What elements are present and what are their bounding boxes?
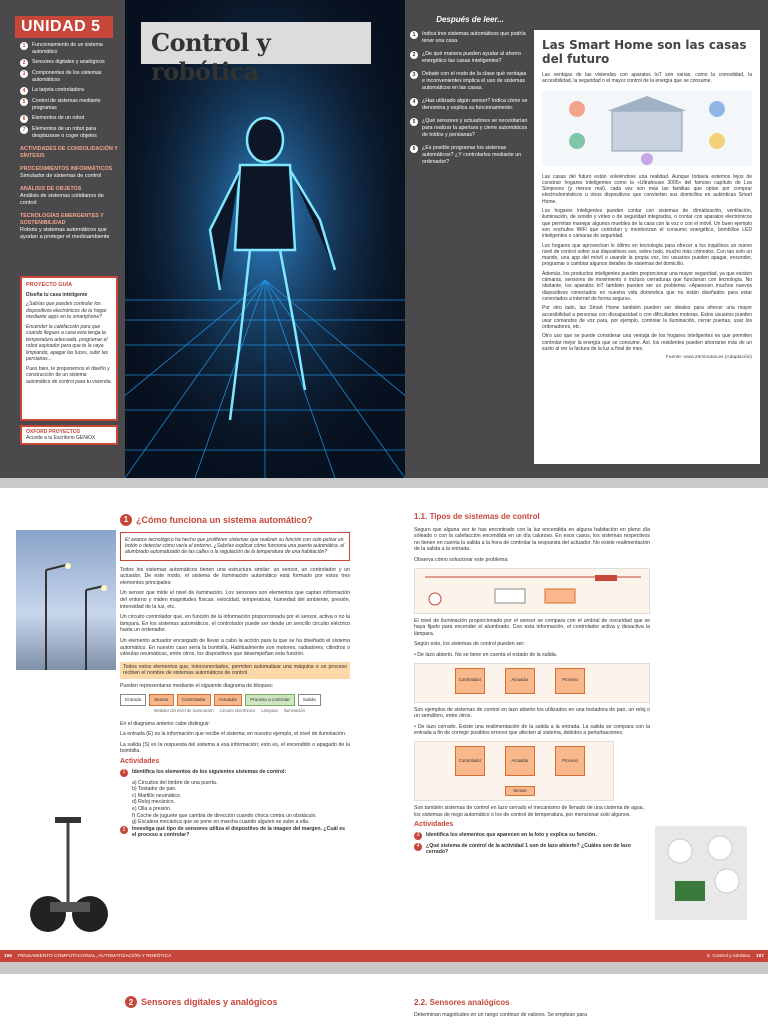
toc-item [20,126,120,140]
toc-section [20,186,120,207]
diagram-box: Proceso [555,746,585,776]
section-number: 2 [125,996,137,1008]
toc-section-body: Análisis de sistemas cotidianos de control [20,193,104,206]
activity-text: Identifica los elementos de los siguientes sistemas de control: [132,768,287,775]
question-number: 3 [410,71,418,79]
digital-text: Accede a tu Escritorio GENiOX [26,435,96,441]
diagram-caption: Iluminación [283,708,305,714]
toc-section [20,166,120,180]
activity-number: 4 [414,843,422,851]
footer-text: PENSAMIENTO COMPUTACIONAL, AUTOMATIZACIÓN Y ROBÓTICA [18,953,172,959]
activity-text: Identifica los elementos que aparecen en la foto y explica su función. [426,831,597,838]
bullet-item: Un sensor que mide el nivel de iluminación. Los sensores son elementos que captan información del entorno y miden magnitudes físicas: velocidad, temperatura, humedad del ambiente, presión, intensidad de la luz, etc. [120,590,350,610]
page-title: Control y robótica [141,22,371,64]
proyecto-text: Encender la calefacción para que cuando llegues a casa esta tenga la temperatura adecuada, programar el robot aspirador para que te la vaya limpiando, apagar las luces, subir las persianas... [26,323,108,362]
diagram-block: Actuador [214,694,242,707]
paragraph: Todos los sistemas automáticos tienen una estructura similar: un sensor, un controlador y un actuador. De este modo, el sistema de iluminación automático está formado por estos tres elementos principales: [120,566,350,586]
question-number: 6 [410,145,418,153]
page-number: 107 [755,953,764,959]
paragraph: Observa cómo solucionar este problema: [414,556,509,563]
toc-number: 3 [20,70,28,78]
closed-loop-diagram [414,741,614,801]
toc-item [20,42,120,56]
article-lead: Las ventajas de las viviendas con aparatos IoT son varias, como la comodidad, la accesibilidad, la seguridad o el mayor control de la energía que se consume. [542,72,752,85]
diagram-block: Sensor [149,694,174,707]
toc-label: Elementos de un robot [32,115,85,121]
toc-label: Funcionamiento de un sistema automático [32,42,103,55]
article-paragraph: Por otro lado, las Smart Home también pueden ser ideales para ofrecer una mayor accesibilidad a personas con discapacidad o con dificultades motoras. Estos usuarios pueden usar comandos de voz para, por ejemplo, controlar la iluminación, cerrar puertas, usar los ordenadores, etc. [542,305,752,331]
toc-section [20,146,120,160]
closed-loop-definition: • De lazo cerrado. Existe una realimentación de la salida a la entrada. La salida se compara con la entrada a fin de corregir posibles errores que afecten al sistema, debidos a perturbaciones. [414,723,650,737]
subsection-title: 1.1. Tipos de sistemas de control [414,512,540,521]
open-loop-diagram [414,663,650,703]
toc-section-body: Simulador de sistemas de control [20,173,102,179]
toc-item [20,115,120,123]
diagram-caption: Lámpara [261,708,278,714]
question-item [410,118,530,139]
activity-number: 2 [120,826,128,834]
toc-item [20,59,120,67]
diagram-box: Controlador [455,746,485,776]
question-text: Indica tres sistemas automáticos que podría tener una casa. [422,31,526,44]
article-paragraph: Otro uso que se puede considerar una ventaja de los hogares inteligentes es que permiten controlar mejor la energía que se consume. Así, los residentes pueden ahorrarse más de un susto al ver la factura de la luz a final de mes. [542,333,752,353]
paragraph: Son ejemplos de sistemas de control en lazo abierto los utilizados en una tostadora de pan, un reloj o un semáforo, entre otros. [414,706,650,720]
toc-item [20,98,120,112]
footer-text: 5. Control y robótica [707,953,750,959]
smart-home-illustration [542,91,752,166]
sensor-circuit-photo [655,826,747,920]
reading-questions [410,16,530,172]
right-column [414,514,650,859]
article-title: Las Smart Home son las casas del futuro [542,38,747,66]
toc-number: 7 [20,126,28,134]
section-1-heading [120,514,350,526]
bullet-item: Un circuito controlador que, en función de la información proporcionada por el sensor, activa o no la lámpara. En los sistemas automáticos, el controlador puede ser desde un sencillo circuito eléctrico hasta un ordenador. [120,614,350,634]
next-spread-partial [0,974,768,1024]
article-paragraph: Los hogares que aprovechan lo último en tecnología para ofrecer a los inquilinos un nuevo nivel de control sobre sus dispositivos son, sobre todo, mucho más cómodos. Con tan solo un mando, una app del móvil o usando la propia voz, los usuarios pueden apagar, encender, programar o cambiar algunos detalles de sistemas del domicilio. [542,242,752,268]
question-text: ¿Has utilizado algún sensor? Indica cómo se denomina y explica su funcionamiento. [422,98,528,111]
page-footer-right [384,950,768,962]
toc-label: Componentes de los sistemas automáticos [32,70,102,83]
question-text: ¿Es posible programar los sistemas automáticos? ¿Y controlarlos mediante un ordenador? [422,145,522,165]
block-diagram [120,694,350,707]
activity-item [414,843,650,856]
segway-photo [20,802,116,942]
question-item [410,51,530,65]
highlight-definition: Todos estos elementos que, interconectados, permiten automatizar una máquina o un proceso reciben el nombre de sistemas automáticos de control. [120,662,350,679]
article-paragraph: Las casas del futuro están volviéndose una realidad. Aunque todavía estemos lejos de construir hogares inteligentes como la «Ultrahouse 3000» del famoso capítulo de Los Simpsons (y menos mal), cada vez son más las familias que optan por comprar electrodomésticos u otros dispositivos que convierten sus domicilios en auténticas Smart Home. [542,173,752,205]
block-diagram-captions [154,708,350,715]
toc-number: 1 [20,42,28,50]
digital-label: OXFORD PROYECTOS [26,429,81,435]
page-footer-left [0,950,384,962]
question-text: ¿De qué manera pueden ayudar al ahorro energético las casas inteligentes? [422,51,521,64]
activity-text: Investiga qué tipo de sensores utiliza el dispositivo de la imagen del margen. ¿Cuál es el proceso a controlar? [132,825,346,839]
diagram-block: Salida [298,694,321,707]
question-item [410,71,530,92]
toc-item [20,87,120,95]
question-number: 4 [410,98,418,106]
article-source: Fuente: www.20minutos.es (Adaptación) [665,355,752,361]
question-text: Debate con el resto de la clase qué ventajas e inconvenientes implica el uso de sistemas automáticos en las casas. [422,71,527,91]
question-text: ¿Qué sensores y actuadores se necesitarían para realizar la apertura y cierre automáticos de toldos y persianas? [422,118,528,138]
lamp-circuit-diagram [414,568,650,614]
activity-subitem: d) Reloj mecánico. [132,799,175,806]
opening-spread [0,0,768,478]
toc-number: 2 [20,59,28,67]
toc-label: La tarjeta controladora [32,87,84,93]
proyecto-subtitle: Diseña tu casa inteligente [26,291,88,298]
article-paragraph: Además, los productos inteligentes pueden proporcionar una mayor seguridad, ya que existen cámaras, sensores de movimiento o incluso cerraduras que funcionan con tecnología. No obstante, los aparatos IoT también pueden ser un problema: «Aparecen muchos nuevos dispositivos conectados en nuestra vida doméstica que no están diseñados para estar conectados a internet de forma segura». [542,270,752,302]
left-column [120,514,350,842]
question-item [410,31,530,45]
toc-section-head: PROCEDIMIENTOS INFORMÁTICOS [20,166,113,172]
section-2-heading [125,996,278,1008]
unit-label: UNIDAD 5 [15,16,113,38]
activity-subitem: b) Tostador de pan. [132,786,177,793]
paragraph: Seguro que alguna vez te has encontrado con la luz encendida en alguna habitación en pleno día soleado o con la calefacción encendida en un día caluroso. En esos casos, los sistemas respectivos no tienen en cuenta la salida a la hora de controlar la respuesta del actuador. No existe realimentación de la salida a la entrada. [414,526,650,553]
question-number: 2 [410,51,418,59]
section-title: Sensores digitales y analógicos [141,997,278,1007]
bullet-item: Un elemento actuador encargado de llevar a cabo la acción para la que se ha diseñado el sistema automático. En nuestro caso sería la bombilla. Habitualmente son motores, radiadores, cilindros o válvulas neumáticas, entre otros, los dispositivos que desempeñan esta función. [120,637,350,658]
activity-item [414,832,650,840]
paragraph: Son también sistemas de control en lazo cerrado el mecanismo de llenado de una cisterna de agua, los sistemas de riego automático o los de control de temperatura, por mencionar solo algunos. [414,804,644,818]
section-number: 1 [120,514,132,526]
activities-heading: Actividades [120,758,160,766]
proyecto-text: Pues bien, te proponemos el diseño y construcción de un sistema automático de control para tu vivienda. [26,365,112,385]
toc-number: 6 [20,115,28,123]
section-title: ¿Cómo funciona un sistema automático? [136,514,313,525]
smart-home-article [534,30,760,464]
proyecto-guia-box [20,276,118,421]
activity-subitem: e) Olla a presión. [132,806,172,813]
cyber-runner-image [125,0,405,478]
toc-label: Sensores digitales y analógicos [32,59,105,65]
question-number: 5 [410,118,418,126]
bullet-item: La entrada (E) es la información que recibe el sistema; en nuestro ejemplo, el nivel de iluminación. [120,731,347,738]
paragraph: Según esto, los sistemas de control pueden ser: [414,641,525,648]
question-item [410,145,530,166]
activity-item [120,769,350,777]
toc-section [20,213,120,241]
toc-section-head: ANÁLISIS DE OBJETOS [20,186,82,192]
activity-subitem: c) Martillo neumático. [132,792,182,799]
paragraph: El nivel de iluminación proporcionado por el sensor se compara con el umbral de oscuridad que se haya fijado para encender el alumbrado. Con esta información, el controlador activa y desactiva la lámpara. [414,617,650,637]
toc-label: Elementos de un robot para desplazarse o coger objetos [32,126,97,139]
toc-number: 4 [20,87,28,95]
article-paragraph: Los hogares inteligentes pueden contar con sistemas de climatización, ventilación, iluminación, de sonido y vídeo o de seguridad integrados, o contar con aparatos electrónicos que permitan manejar algunos muebles de la casa con la voz o con el móvil. Un buen ejemplo son enchufes WiFi que controlan y monitorizan el consumo energético, bombillos LED inteligentes o cámaras de seguridad. [542,208,752,240]
toc-label: Control de sistemas mediante programas [32,98,101,111]
toc-number: 5 [20,98,28,106]
diagram-block: Entrada [120,694,146,707]
paragraph: En el diagrama anterior cabe distinguir: [120,720,211,727]
diagram-box: Proceso [555,668,585,694]
diagram-caption: Medidor del nivel de iluminación [154,708,214,714]
activity-number: 3 [414,832,422,840]
activities-heading: Actividades [414,821,454,829]
question-item [410,98,530,112]
diagram-box: Actuador [505,746,535,776]
intro-box: El avance tecnológico ha hecho que proliferen sistemas que realizan su función con solo pulsar un botón o detectar cómo varía el entorno. ¿Sabrías explicar cómo funciona una puerta automática, el alumbrado automatizado de las calles o la regulación de la temperatura de una habitación? [120,532,350,561]
activity-text: ¿Qué sistema de control de la actividad 1 son de lazo abierto? ¿Cuáles son de lazo cerrado? [426,842,631,856]
subsection-title: 2.2. Sensores analógicos [414,998,510,1007]
diagram-block: Controlador [177,694,211,707]
toc-section-body: Robots y sistemas automáticos que ayudan a proteger el medioambiente [20,227,110,240]
activity-item [120,826,350,839]
table-of-contents [20,42,120,241]
diagram-box: Sensor [505,786,535,796]
bullet-item: La salida (S) es la respuesta del sistema a esa información; esto es, el encendido o apagado de la bombilla. [120,741,350,755]
diagram-caption: Circuito electrónico [219,708,256,714]
open-loop-definition: • De lazo abierto. No se tiene en cuenta el estado de la salida. [414,651,558,658]
activity-subitem: g) Escalera mecánica que se pone en marcha cuando alguien se sube a ella. [132,819,310,826]
page-number: 106 [4,953,13,959]
proyecto-label: PROYECTO GUÍA [26,282,73,288]
diagram-box: Controlador [455,668,485,694]
toc-section-head: ACTIVIDADES DE CONSOLIDACIÓN Y SÍNTESIS [20,146,118,159]
activity-subitem: a) Circuitos del timbre de una puerta. [132,779,218,786]
question-number: 1 [410,31,418,39]
activity-subitem: f) Coche de juguete que cambia de dirección cuando choca contra un obstáculo. [132,812,317,819]
diagram-box: Actuador [505,668,535,694]
digital-resources-box[interactable] [20,425,118,445]
content-spread [0,488,768,962]
proyecto-text: ¿Sabías que puedes controlar los dispositivos electrónicos de tu hogar mediante apps en tu smartphone? [26,301,107,320]
questions-title: Después de leer... [436,15,504,24]
paragraph: Determinan magnitudes en un rango continuo de valores. Se emplean para [414,1012,588,1018]
toc-section-head: TECNOLOGÍAS EMERGENTES Y SOSTENIBILIDAD [20,213,104,226]
street-lamps-photo [16,530,116,670]
toc-item [20,70,120,84]
paragraph: Pueden representarse mediante el siguiente diagrama de bloques: [120,682,274,689]
activity-number: 1 [120,769,128,777]
diagram-block: Proceso a controlar [245,694,295,707]
